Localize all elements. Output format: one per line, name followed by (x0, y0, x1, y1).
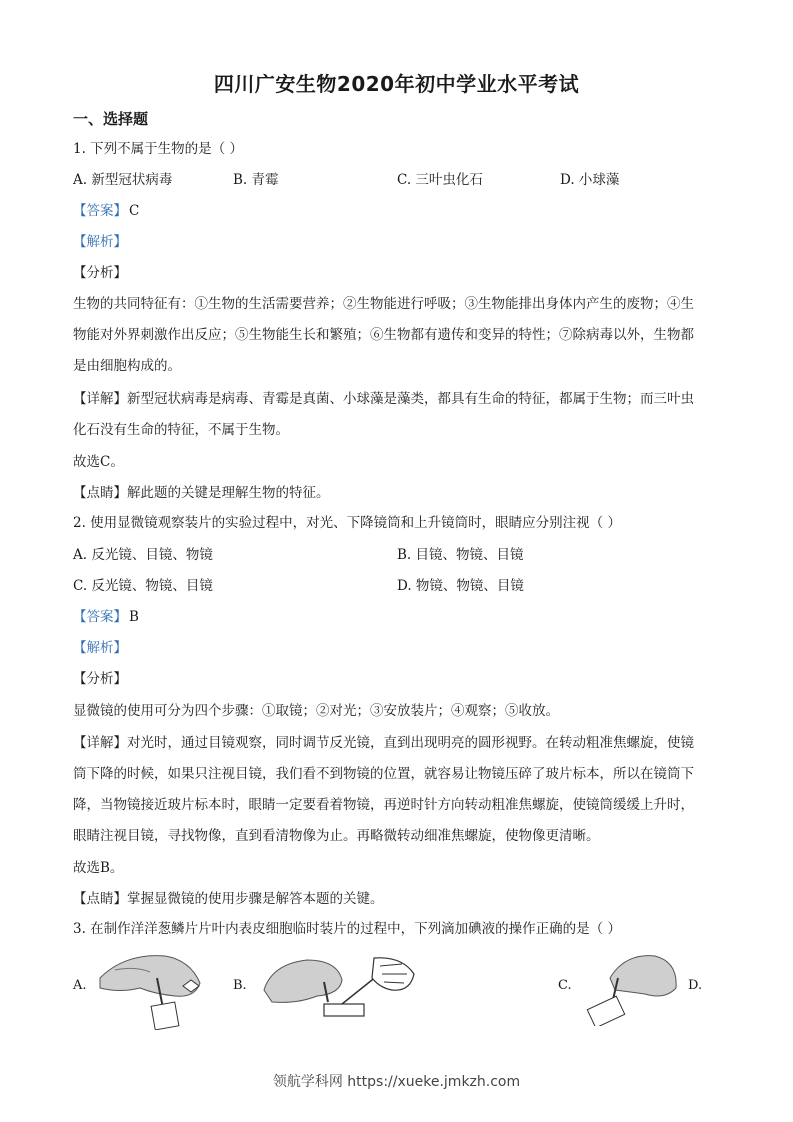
q3-option-d: D. (688, 978, 703, 993)
q2-comment: 【点睛】掌握显微镜的使用步骤是解答本题的关键。 (73, 891, 384, 907)
q1-comment: 【点睛】解此题的关键是理解生物的特征。 (73, 485, 330, 501)
q1-option-d: D. 小球藻 (560, 172, 620, 188)
q2-option-c: C. 反光镜、物镜、目镜 (73, 578, 213, 594)
q2-detail-line: 降，当物镜接近玻片标本时，眼睛一定要看着物镜，再逆时针方向转动粗准焦螺旋，使镜筒缓缓上升时， (73, 797, 694, 813)
q1-detail-line: 化石没有生命的特征，不属于生物。 (73, 422, 289, 438)
q1-stem: 1. 下列不属于生物的是（ ） (73, 141, 243, 157)
q2-conclusion: 故选B。 (73, 860, 124, 876)
q1-answer (73, 201, 723, 221)
q3-illustration-a (95, 948, 205, 1030)
q1-jiexi-tag: 【解析】 (73, 234, 127, 250)
q3-option-a: A. (73, 978, 87, 993)
q2-detail-line: 筒下降的时候，如果只注视目镜，我们看不到物镜的位置，就容易让物镜压碎了玻片标本，所以在镜筒下 (73, 766, 694, 782)
q1-conclusion: 故选C。 (73, 454, 124, 470)
q1-analysis-line: 物能对外界刺激作出反应；⑤生物能生长和繁殖；⑥生物都有遗传和变异的特性；⑦除病毒以外，生物都 (73, 327, 694, 343)
q3-illustration-c (580, 948, 680, 1026)
q1-option-b: B. 青霉 (233, 172, 279, 188)
q1-fenxi-tag: 【分析】 (73, 265, 127, 281)
q1-analysis-line: 是由细胞构成的。 (73, 358, 181, 374)
q2-option-a: A. 反光镜、目镜、物镜 (73, 547, 213, 563)
q1-analysis-line: 生物的共同特征有：①生物的生活需要营养；②生物能进行呼吸；③生物能排出身体内产生的废物；④生 (73, 296, 694, 312)
answer-value: C (129, 203, 140, 219)
q2-stem: 2. 使用显微镜观察装片的实验过程中，对光、下降镜筒和上升镜筒时，眼睛应分别注视（ ） (73, 515, 621, 531)
answer-tag: 【答案】 (73, 609, 127, 625)
q3-option-b: B. (233, 978, 247, 993)
q3-stem: 3. 在制作洋洋葱鳞片片叶内表皮细胞临时装片的过程中，下列滴加碘液的操作正确的是（ ） (73, 921, 621, 937)
q3-illustration-b (262, 952, 417, 1020)
q1-option-c: C. 三叶虫化石 (397, 172, 483, 188)
q1-option-a: A. 新型冠状病毒 (73, 172, 173, 188)
page-title: 四川广安生物2020年初中学业水平考试 (213, 72, 580, 96)
q2-detail-line: 眼睛注视目镜，寻找物像，直到看清物像为止。再略微转动细准焦螺旋，使物像更清晰。 (73, 828, 600, 844)
section-heading: 一、选择题 (73, 110, 149, 128)
q2-option-d: D. 物镜、物镜、目镜 (397, 578, 524, 594)
answer-value: B (129, 609, 139, 625)
q1-detail-line: 【详解】新型冠状病毒是病毒、青霉是真菌、小球藻是藻类，都具有生命的特征，都属于生物；而三叶虫 (73, 391, 694, 407)
q2-jiexi-tag: 【解析】 (73, 640, 127, 656)
q3-option-c: C. (558, 978, 572, 993)
q2-fenxi-tag: 【分析】 (73, 671, 127, 687)
q2-option-b: B. 目镜、物镜、目镜 (397, 547, 524, 563)
q2-detail-line: 【详解】对光时，通过目镜观察，同时调节反光镜，直到出现明亮的圆形视野。在转动粗准焦螺旋，使镜 (73, 735, 694, 751)
answer-tag: 【答案】 (73, 203, 127, 219)
q2-analysis-line: 显微镜的使用可分为四个步骤：①取镜；②对光；③安放装片；④观察；⑤收放。 (73, 703, 559, 719)
footer-watermark: 领航学科网 https://xueke.jmkzh.com (272, 1074, 521, 1090)
q2-answer (73, 607, 723, 627)
